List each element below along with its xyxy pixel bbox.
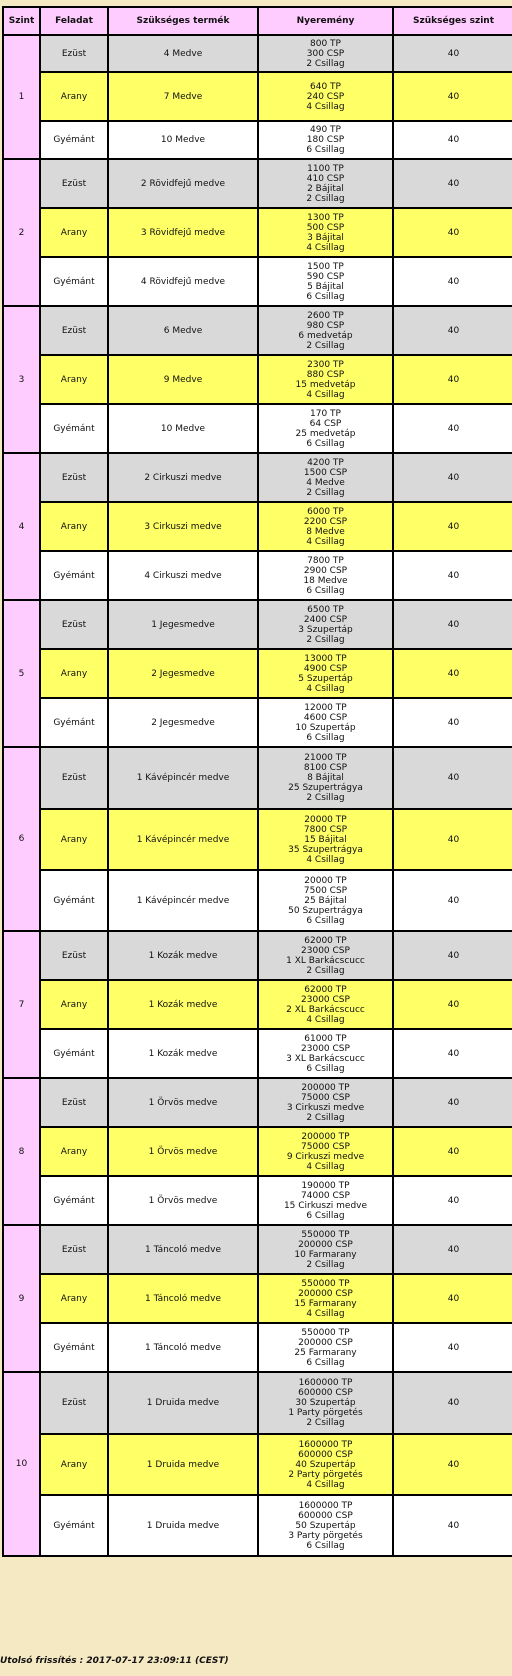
product-cell: 1 Druida medve <box>108 1372 258 1434</box>
level-cell: 5 <box>3 600 40 747</box>
required-level-cell: 40 <box>393 257 512 306</box>
reward-line: 1 Party pörgetés <box>288 1408 363 1418</box>
reward-cell <box>258 809 393 870</box>
product-cell: 3 Rövidfejű medve <box>108 208 258 257</box>
reward-line: 550000 TP <box>301 1229 350 1240</box>
required-level-cell: 40 <box>393 809 512 870</box>
reward-cell <box>258 121 393 159</box>
reward-line: 3 Party pörgetés <box>288 1530 363 1541</box>
table-row <box>3 1078 512 1127</box>
reward-cell <box>258 1495 393 1556</box>
reward-cell <box>258 600 393 649</box>
reward-line: 4 Csillag <box>306 536 345 547</box>
task-cell: Ezüst <box>40 453 108 502</box>
reward-line: 600000 CSP <box>298 1388 353 1398</box>
level-cell: 2 <box>3 159 40 306</box>
reward-line: 2 Csillag <box>306 58 345 69</box>
reward-line: 6 Csillag <box>306 915 345 926</box>
task-cell: Gyémánt <box>40 1176 108 1225</box>
reward-line: 62000 TP <box>304 935 347 946</box>
table-row <box>3 121 512 159</box>
reward-line: 300 CSP <box>306 48 345 59</box>
table-row <box>3 747 512 809</box>
product-cell: 2 Jegesmedve <box>108 698 258 747</box>
reward-line: 50 Szupertáp <box>295 1520 356 1531</box>
level-cell: 8 <box>3 1078 40 1225</box>
reward-line: 2200 CSP <box>303 516 348 527</box>
table-row <box>3 1127 512 1176</box>
table-row <box>3 1274 512 1323</box>
reward-line: 200000 TP <box>301 1082 350 1093</box>
reward-line: 6 Csillag <box>306 438 345 449</box>
level-cell: 4 <box>3 453 40 600</box>
reward-line: 190000 TP <box>301 1180 350 1191</box>
reward-line: 15 medvetáp <box>295 379 356 390</box>
required-level-cell: 40 <box>393 649 512 698</box>
reward-line: 7800 CSP <box>303 824 348 835</box>
reward-line: 25 medvetáp <box>295 428 356 439</box>
required-level-cell: 40 <box>393 1274 512 1323</box>
reward-line: 20000 TP <box>304 875 347 886</box>
reward-cell <box>258 1127 393 1176</box>
required-level-cell: 40 <box>393 980 512 1029</box>
reward-line: 180 CSP <box>306 135 345 145</box>
product-cell: 2 Rövidfejű medve <box>108 159 258 208</box>
reward-line: 1100 TP <box>307 163 344 174</box>
required-level-cell: 40 <box>393 208 512 257</box>
task-cell: Ezüst <box>40 1225 108 1274</box>
level-cell: 9 <box>3 1225 40 1372</box>
required-level-cell: 40 <box>393 1372 512 1434</box>
reward-line: 200000 CSP <box>298 1337 353 1348</box>
task-cell: Gyémánt <box>40 257 108 306</box>
reward-line: 1600000 TP <box>298 1378 353 1388</box>
reward-line: 2 Csillag <box>306 487 345 498</box>
task-cell: Ezüst <box>40 1372 108 1434</box>
required-level-cell: 40 <box>393 1434 512 1495</box>
product-cell: 1 Kozák medve <box>108 1029 258 1078</box>
product-cell: 10 Medve <box>108 121 258 159</box>
product-cell: 1 Kávépincér medve <box>108 870 258 931</box>
reward-line: 4 Csillag <box>306 1014 345 1025</box>
task-cell: Gyémánt <box>40 870 108 931</box>
reward-cell <box>258 931 393 980</box>
product-cell: 6 Medve <box>108 306 258 355</box>
product-cell: 2 Jegesmedve <box>108 649 258 698</box>
product-cell: 9 Medve <box>108 355 258 404</box>
reward-cell <box>258 1323 393 1372</box>
reward-cell <box>258 698 393 747</box>
header-row <box>3 7 512 35</box>
required-level-cell: 40 <box>393 1078 512 1127</box>
reward-line: 2900 CSP <box>303 565 348 576</box>
reward-line: 6 Csillag <box>306 1063 345 1074</box>
reward-line: 7800 TP <box>307 555 344 566</box>
task-cell: Ezüst <box>40 600 108 649</box>
product-cell: 7 Medve <box>108 72 258 121</box>
task-cell: Gyémánt <box>40 551 108 600</box>
reward-line: 1500 TP <box>307 261 344 272</box>
table-row <box>3 502 512 551</box>
required-level-cell: 40 <box>393 35 512 72</box>
product-cell: 1 Táncoló medve <box>108 1323 258 1372</box>
product-cell: 1 Táncoló medve <box>108 1225 258 1274</box>
task-cell: Arany <box>40 649 108 698</box>
product-cell: 3 Cirkuszi medve <box>108 502 258 551</box>
reward-line: 25 Bájital <box>304 895 347 906</box>
task-cell: Ezüst <box>40 159 108 208</box>
task-cell: Gyémánt <box>40 404 108 453</box>
reward-line: 1300 TP <box>307 212 344 223</box>
task-cell: Arany <box>40 355 108 404</box>
required-level-cell: 40 <box>393 1495 512 1556</box>
required-level-cell: 40 <box>393 1323 512 1372</box>
reward-line: 23000 CSP <box>301 1043 350 1054</box>
reward-line: 10 Szupertáp <box>295 722 356 733</box>
reward-line: 6 Csillag <box>306 1210 345 1221</box>
reward-cell <box>258 1029 393 1078</box>
header-product: Szükséges termék <box>108 7 258 35</box>
header-reward: Nyeremény <box>258 7 393 35</box>
reward-line: 4900 CSP <box>303 663 348 674</box>
table-body <box>3 35 512 1556</box>
reward-cell <box>258 1372 393 1434</box>
reward-line: 200000 CSP <box>298 1288 353 1299</box>
table-row <box>3 453 512 502</box>
reward-line: 2300 TP <box>307 359 344 370</box>
table-row <box>3 551 512 600</box>
reward-line: 2 Csillag <box>306 193 345 204</box>
reward-line: 880 CSP <box>306 369 345 380</box>
product-cell: 4 Medve <box>108 35 258 72</box>
reward-line: 4 Csillag <box>306 242 345 253</box>
reward-line: 170 TP <box>310 408 341 419</box>
product-cell: 4 Rövidfejű medve <box>108 257 258 306</box>
task-cell: Arany <box>40 1127 108 1176</box>
task-cell: Arany <box>40 502 108 551</box>
reward-line: 2 XL Barkácscucc <box>286 1004 365 1015</box>
required-level-cell: 40 <box>393 551 512 600</box>
table-row <box>3 980 512 1029</box>
level-cell: 7 <box>3 931 40 1078</box>
required-level-cell: 40 <box>393 72 512 121</box>
reward-line: 1500 CSP <box>303 467 348 478</box>
required-level-cell: 40 <box>393 1225 512 1274</box>
reward-line: 7500 CSP <box>303 885 348 896</box>
table-row <box>3 159 512 208</box>
task-cell: Ezüst <box>40 931 108 980</box>
reward-line: 35 Szupertrágya <box>288 844 363 855</box>
reward-line: 6 Csillag <box>306 291 345 302</box>
reward-line: 6 medvetáp <box>298 330 353 341</box>
product-cell: 1 Kozák medve <box>108 980 258 1029</box>
reward-line: 25 Farmarany <box>294 1347 357 1358</box>
required-level-cell: 40 <box>393 121 512 159</box>
reward-line: 10 Farmarany <box>294 1249 357 1260</box>
last-updated: Utolsó frissítés : 2017-07-17 23:09:11 (CEST) <box>0 1656 229 1666</box>
reward-line: 6000 TP <box>307 506 344 517</box>
reward-line: 3 Cirkuszi medve <box>286 1102 365 1113</box>
reward-line: 4 Csillag <box>306 101 345 112</box>
reward-line: 3 Bájital <box>307 232 344 243</box>
reward-line: 4 Medve <box>306 477 345 488</box>
required-level-cell: 40 <box>393 870 512 931</box>
reward-line: 15 Bájital <box>304 834 347 845</box>
reward-line: 2 Csillag <box>306 1112 345 1123</box>
reward-line: 30 Szupertáp <box>295 1398 356 1408</box>
reward-line: 550000 TP <box>301 1327 350 1338</box>
table-row <box>3 72 512 121</box>
reward-line: 50 Szupertrágya <box>288 905 363 916</box>
required-level-cell: 40 <box>393 747 512 809</box>
task-cell: Arany <box>40 72 108 121</box>
reward-cell <box>258 306 393 355</box>
table-row <box>3 931 512 980</box>
reward-line: 64 CSP <box>309 418 342 429</box>
required-level-cell: 40 <box>393 1029 512 1078</box>
reward-line: 74000 CSP <box>301 1190 350 1201</box>
reward-cell <box>258 35 393 72</box>
reward-line: 2 Csillag <box>306 634 345 645</box>
reward-line: 6 Csillag <box>306 585 345 596</box>
required-level-cell: 40 <box>393 355 512 404</box>
product-cell: 1 Kozák medve <box>108 931 258 980</box>
task-cell: Gyémánt <box>40 121 108 159</box>
required-level-cell: 40 <box>393 698 512 747</box>
product-cell: 1 Táncoló medve <box>108 1274 258 1323</box>
reward-line: 4 Csillag <box>306 1308 345 1319</box>
reward-cell <box>258 159 393 208</box>
product-cell: 1 Örvös medve <box>108 1176 258 1225</box>
reward-line: 3 XL Barkácscucc <box>286 1053 365 1064</box>
reward-line: 62000 TP <box>304 984 347 995</box>
table-row <box>3 1029 512 1078</box>
reward-cell <box>258 551 393 600</box>
reward-line: 2 Csillag <box>306 793 345 803</box>
reward-line: 6 Csillag <box>306 145 345 155</box>
reward-cell <box>258 208 393 257</box>
reward-line: 2 Bájital <box>307 183 344 194</box>
reward-line: 2400 CSP <box>303 614 348 625</box>
reward-line: 2 Csillag <box>306 965 345 976</box>
table-row <box>3 600 512 649</box>
reward-line: 550000 TP <box>301 1278 350 1289</box>
task-cell: Ezüst <box>40 306 108 355</box>
reward-line: 2 Party pörgetés <box>288 1469 363 1480</box>
reward-line: 2 Csillag <box>306 340 345 351</box>
reward-line: 5 Bájital <box>307 281 344 292</box>
table-row <box>3 1372 512 1434</box>
required-level-cell: 40 <box>393 600 512 649</box>
reward-line: 200000 CSP <box>298 1239 353 1250</box>
product-cell: 1 Kávépincér medve <box>108 809 258 870</box>
header-level: Szint <box>3 7 40 35</box>
product-cell: 1 Druida medve <box>108 1434 258 1495</box>
reward-line: 200000 TP <box>301 1131 350 1142</box>
reward-line: 490 TP <box>310 125 341 135</box>
table-row <box>3 208 512 257</box>
required-level-cell: 40 <box>393 1176 512 1225</box>
reward-line: 800 TP <box>310 38 341 49</box>
table-row <box>3 1176 512 1225</box>
header-required-level: Szükséges szint <box>393 7 512 35</box>
reward-cell <box>258 355 393 404</box>
reward-line: 500 CSP <box>306 222 345 233</box>
reward-line: 4 Csillag <box>306 389 345 400</box>
reward-line: 6 Csillag <box>306 1540 345 1551</box>
required-level-cell: 40 <box>393 306 512 355</box>
table-row <box>3 1495 512 1556</box>
required-level-cell: 40 <box>393 1127 512 1176</box>
table-row <box>3 355 512 404</box>
reward-line: 18 Medve <box>303 575 348 586</box>
header-task: Feladat <box>40 7 108 35</box>
reward-line: 75000 CSP <box>301 1141 350 1152</box>
level-cell: 1 <box>3 35 40 159</box>
table-row <box>3 809 512 870</box>
reward-line: 980 CSP <box>306 320 345 331</box>
reward-line: 61000 TP <box>304 1033 347 1044</box>
reward-cell <box>258 1225 393 1274</box>
reward-line: 240 CSP <box>306 91 345 102</box>
task-cell: Arany <box>40 980 108 1029</box>
reward-line: 600000 CSP <box>298 1449 353 1460</box>
reward-line: 8 Medve <box>306 526 345 537</box>
reward-cell <box>258 502 393 551</box>
reward-line: 23000 CSP <box>301 945 350 956</box>
reward-cell <box>258 980 393 1029</box>
task-cell: Gyémánt <box>40 1323 108 1372</box>
reward-line: 1600000 TP <box>298 1439 353 1450</box>
product-cell: 1 Örvös medve <box>108 1078 258 1127</box>
reward-line: 21000 TP <box>304 753 347 763</box>
table-row <box>3 870 512 931</box>
reward-line: 600000 CSP <box>298 1510 353 1521</box>
reward-line: 13000 TP <box>304 653 347 664</box>
required-level-cell: 40 <box>393 159 512 208</box>
required-level-cell: 40 <box>393 453 512 502</box>
task-cell: Arany <box>40 1274 108 1323</box>
required-level-cell: 40 <box>393 502 512 551</box>
table-row <box>3 1225 512 1274</box>
reward-cell <box>258 1274 393 1323</box>
reward-cell <box>258 870 393 931</box>
task-cell: Arany <box>40 1434 108 1495</box>
required-level-cell: 40 <box>393 931 512 980</box>
reward-line: 2600 TP <box>307 310 344 321</box>
reward-line: 4 Csillag <box>306 683 345 694</box>
task-cell: Gyémánt <box>40 698 108 747</box>
product-cell: 4 Cirkuszi medve <box>108 551 258 600</box>
table-row <box>3 306 512 355</box>
reward-cell <box>258 404 393 453</box>
reward-line: 640 TP <box>310 81 341 92</box>
product-cell: 10 Medve <box>108 404 258 453</box>
task-cell: Ezüst <box>40 747 108 809</box>
reward-cell <box>258 257 393 306</box>
reward-line: 5 Szupertáp <box>298 673 353 684</box>
reward-cell <box>258 72 393 121</box>
reward-line: 6500 TP <box>307 604 344 615</box>
product-cell: 1 Druida medve <box>108 1495 258 1556</box>
reward-cell <box>258 1434 393 1495</box>
reward-line: 75000 CSP <box>301 1092 350 1103</box>
reward-line: 12000 TP <box>304 702 347 713</box>
product-cell: 1 Kávépincér medve <box>108 747 258 809</box>
reward-line: 23000 CSP <box>301 994 350 1005</box>
reward-line: 4 Csillag <box>306 1479 345 1490</box>
task-cell: Arany <box>40 208 108 257</box>
table-row <box>3 698 512 747</box>
reward-line: 8100 CSP <box>303 763 348 773</box>
table-row <box>3 649 512 698</box>
reward-line: 2 Csillag <box>306 1418 345 1428</box>
reward-line: 6 Csillag <box>306 732 345 743</box>
quest-table <box>2 6 512 1557</box>
reward-cell <box>258 1078 393 1127</box>
reward-line: 1600000 TP <box>298 1500 353 1511</box>
table-row <box>3 1434 512 1495</box>
level-cell: 10 <box>3 1372 40 1556</box>
reward-line: 3 Szupertáp <box>298 624 353 635</box>
reward-line: 2 Csillag <box>306 1259 345 1270</box>
table-row <box>3 1323 512 1372</box>
reward-line: 25 Szupertrágya <box>288 783 363 793</box>
reward-line: 15 Cirkuszi medve <box>283 1200 368 1211</box>
task-cell: Gyémánt <box>40 1495 108 1556</box>
reward-cell <box>258 649 393 698</box>
product-cell: 1 Örvös medve <box>108 1127 258 1176</box>
reward-line: 4600 CSP <box>303 712 348 723</box>
reward-cell <box>258 1176 393 1225</box>
task-cell: Gyémánt <box>40 1029 108 1078</box>
reward-line: 20000 TP <box>304 814 347 825</box>
task-cell: Ezüst <box>40 35 108 72</box>
reward-line: 8 Bájital <box>307 773 344 783</box>
table-row <box>3 35 512 72</box>
reward-line: 590 CSP <box>306 271 345 282</box>
product-cell: 2 Cirkuszi medve <box>108 453 258 502</box>
required-level-cell: 40 <box>393 404 512 453</box>
task-cell: Arany <box>40 809 108 870</box>
reward-line: 6 Csillag <box>306 1357 345 1368</box>
task-cell: Ezüst <box>40 1078 108 1127</box>
reward-line: 1 XL Barkácscucc <box>286 955 365 966</box>
reward-line: 4 Csillag <box>306 1161 345 1172</box>
reward-line: 15 Farmarany <box>294 1298 357 1309</box>
table-row <box>3 404 512 453</box>
reward-line: 4 Csillag <box>306 854 345 865</box>
reward-line: 410 CSP <box>306 173 345 184</box>
reward-cell <box>258 453 393 502</box>
level-cell: 3 <box>3 306 40 453</box>
reward-line: 9 Cirkuszi medve <box>286 1151 365 1162</box>
reward-line: 40 Szupertáp <box>295 1459 356 1470</box>
table-row <box>3 257 512 306</box>
reward-line: 4200 TP <box>307 457 344 468</box>
level-cell: 6 <box>3 747 40 931</box>
reward-cell <box>258 747 393 809</box>
product-cell: 1 Jegesmedve <box>108 600 258 649</box>
